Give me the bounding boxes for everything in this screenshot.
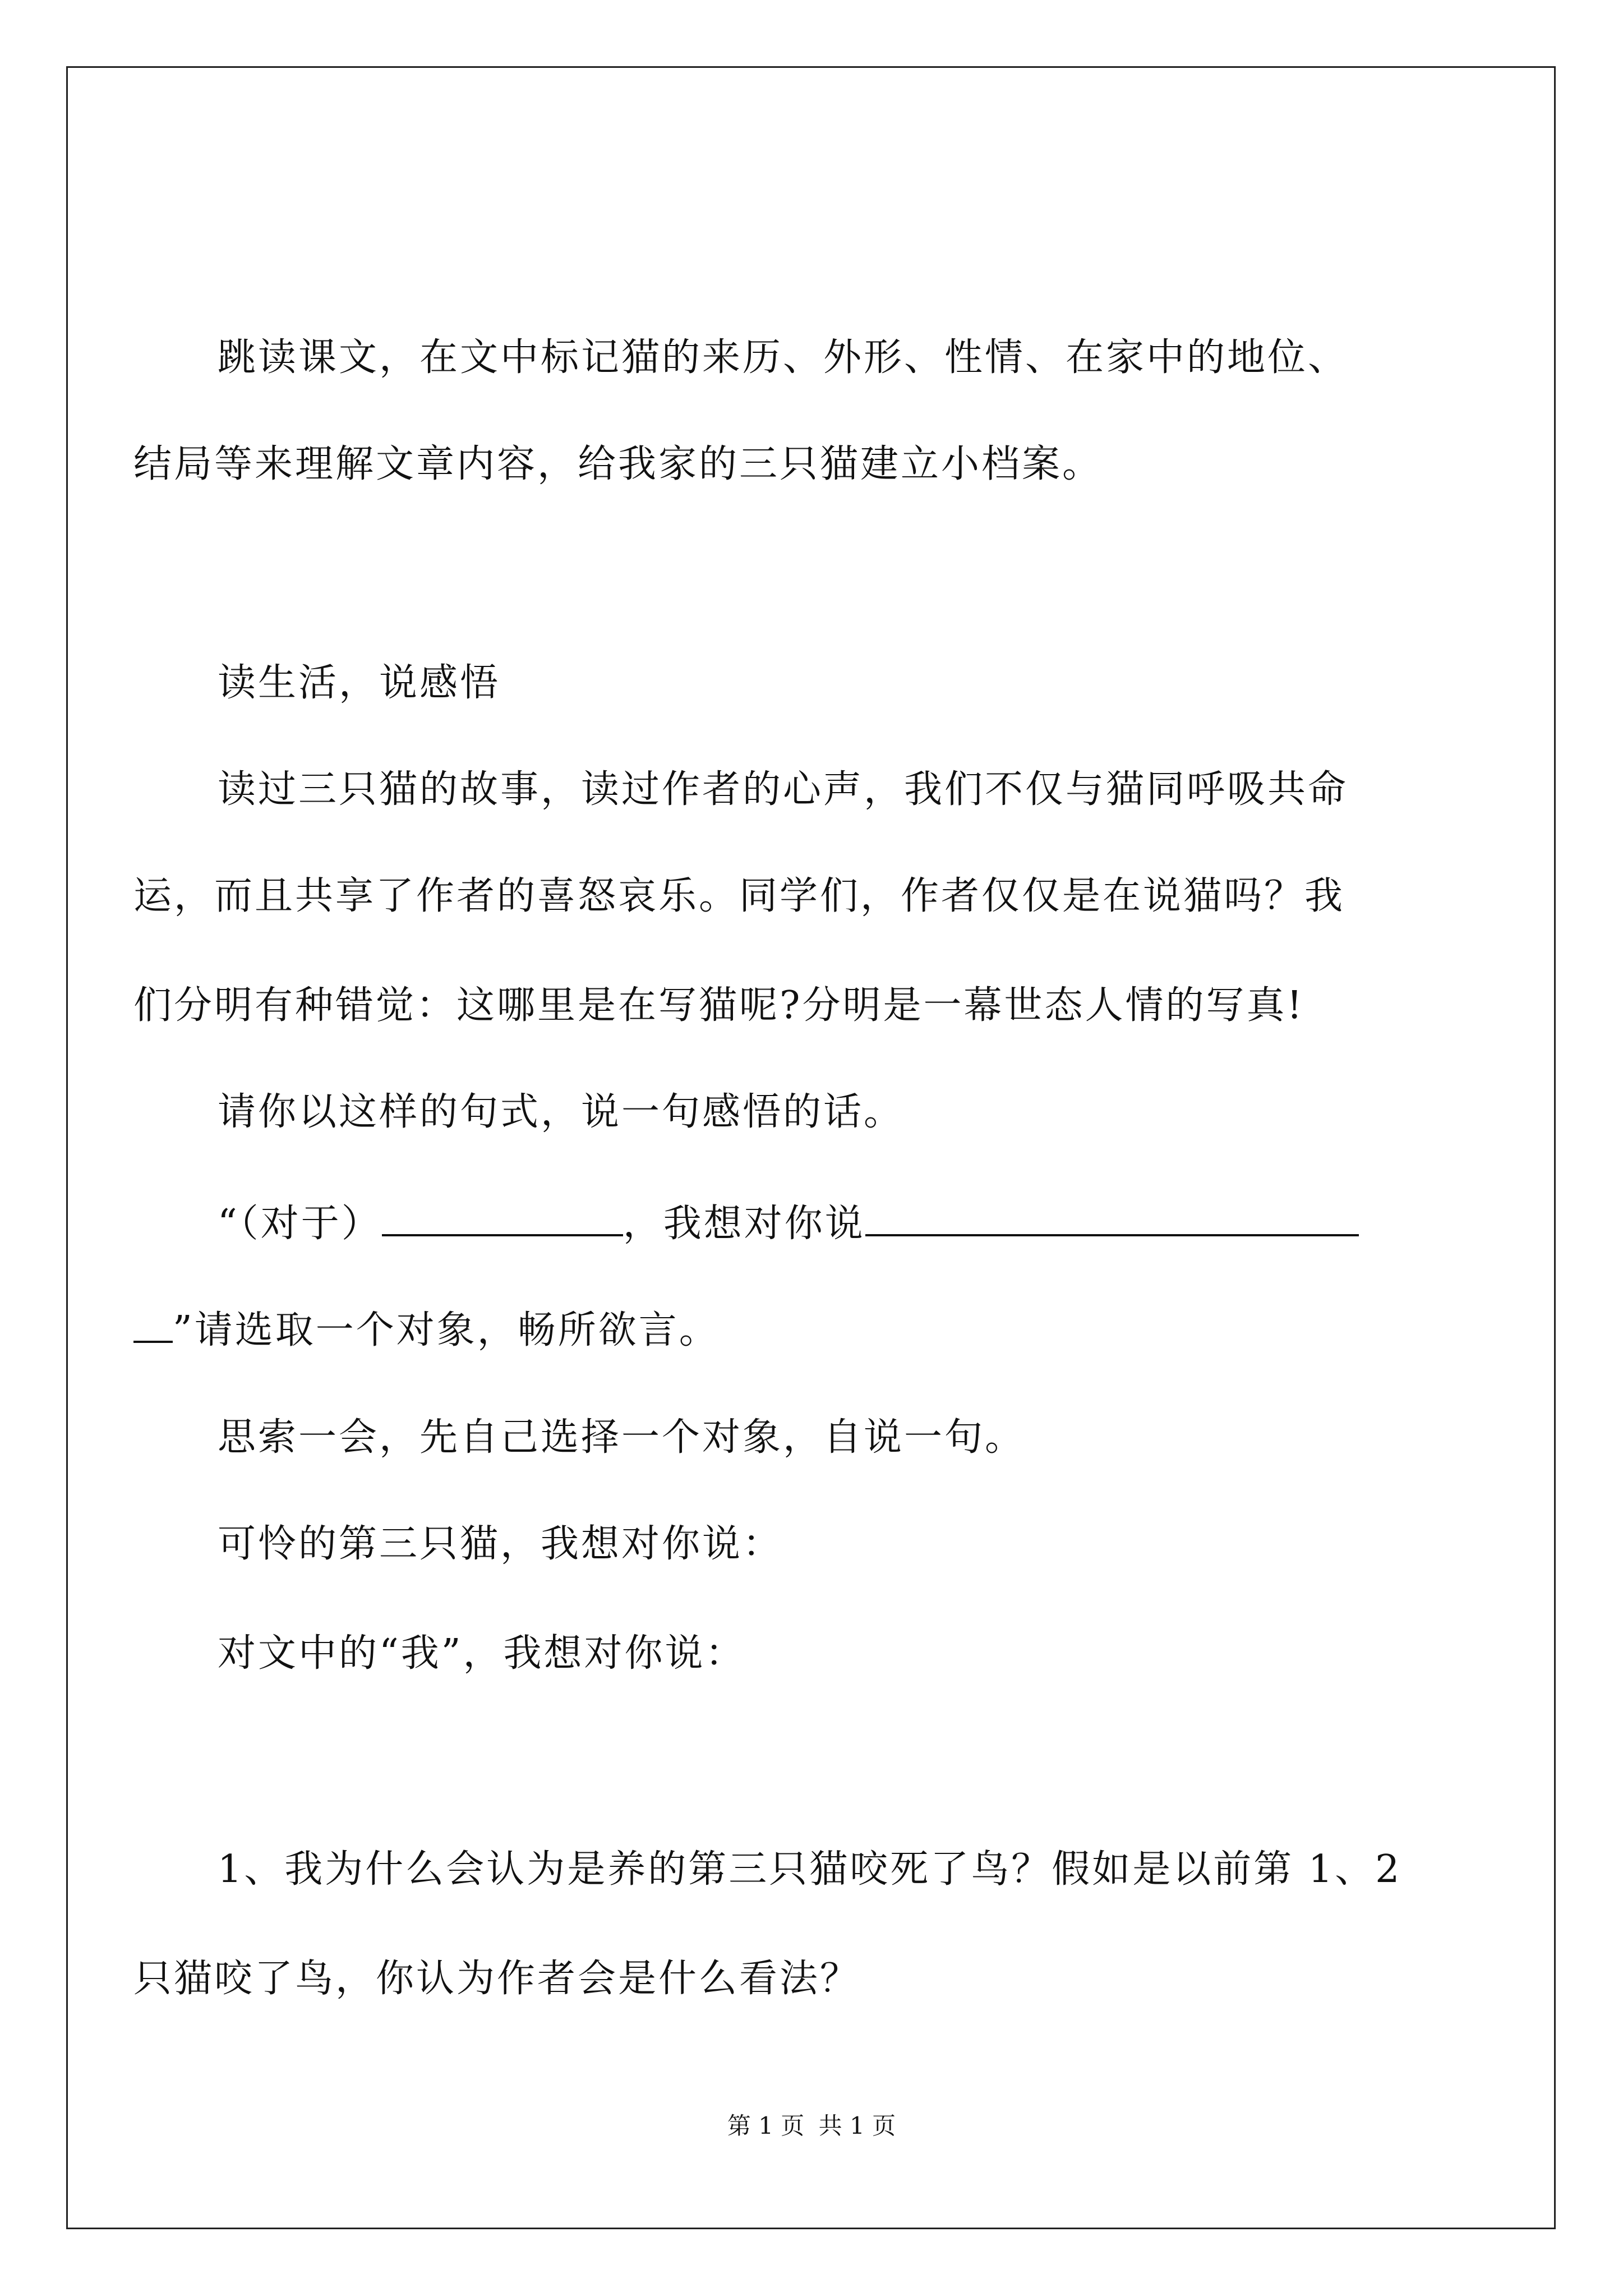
paragraph-3-line-2: 运，而且共享了作者的喜怒哀乐。同学们，作者仅仅是在说猫吗？我 bbox=[133, 874, 1345, 918]
question-1-line-1: 1、我为什么会认为是养的第三只猫咬死了鸟？假如是以前第 1、2 bbox=[218, 1847, 1402, 1892]
paragraph-3-line-1: 读过三只猫的故事，读过作者的心声，我们不仅与猫同呼吸共命 bbox=[218, 767, 1349, 812]
paragraph-8: 对文中的“我”，我想对你说： bbox=[218, 1631, 746, 1676]
page-number: 第 1 页 bbox=[727, 2112, 805, 2139]
section-heading: 读生活，说感悟 bbox=[218, 661, 501, 705]
pattern-prefix: “（对于） bbox=[218, 1202, 382, 1246]
paragraph-6: 思索一会，先自己选择一个对象，自说一句。 bbox=[218, 1415, 1026, 1460]
paragraph-7: 可怜的第三只猫，我想对你说： bbox=[218, 1522, 783, 1566]
paragraph-1-line-2: 结局等来理解文章内容，给我家的三只猫建立小档案。 bbox=[133, 442, 1103, 486]
page-total: 共 1 页 bbox=[818, 2112, 896, 2139]
paragraph-1-line-1: 跳读课文，在文中标记猫的来历、外形、性情、在家中的地位、 bbox=[218, 335, 1349, 380]
sentence-pattern-line-2 bbox=[133, 1301, 720, 1355]
sentence-pattern-line-1 bbox=[218, 1195, 1359, 1249]
fill-blank-message[interactable] bbox=[865, 1195, 1359, 1236]
question-1-line-2: 只猫咬了鸟，你认为作者会是什么看法？ bbox=[133, 1957, 861, 2001]
page-frame bbox=[66, 66, 1556, 2229]
fill-blank-message-continued[interactable] bbox=[133, 1301, 173, 1343]
paragraph-3-line-3: 们分明有种错觉：这哪里是在写猫呢?分明是一幕世态人情的写真! bbox=[133, 983, 1304, 1028]
pattern-suffix: ”请选取一个对象，畅所欲言。 bbox=[173, 1308, 720, 1352]
fill-blank-target[interactable] bbox=[382, 1195, 623, 1236]
paragraph-4: 请你以这样的句式，说一句感悟的话。 bbox=[218, 1090, 905, 1134]
pattern-middle: ，我想对你说 bbox=[623, 1202, 865, 1246]
page-footer bbox=[0, 2109, 1623, 2143]
